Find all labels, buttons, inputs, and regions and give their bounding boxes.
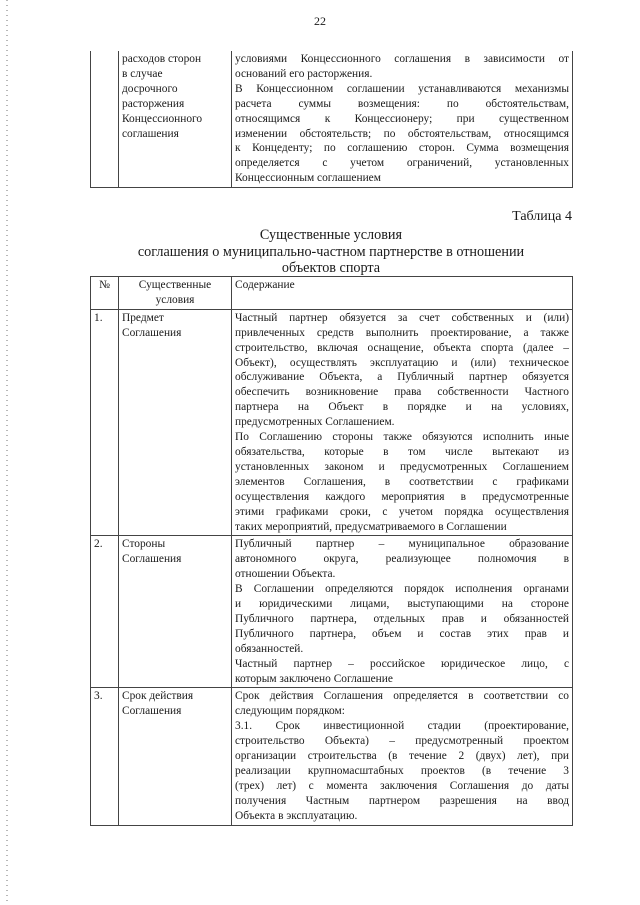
text-line: 3.1. Срок инвестиционной стадии (проектирование, [235,720,569,733]
text-line: расходов сторон [122,53,202,65]
text-line: По Соглашению стороны также обязуются исполнить иные [235,431,569,444]
text-line: Срок действия [122,690,194,703]
text-line: Публичный партнер – муниципальное образование [235,538,569,551]
continuation-table [90,51,573,188]
text-line: осуществления каждого мероприятия в предусмотренные [235,490,569,503]
header-conditions [119,277,232,310]
text-line: В Концессионном соглашении устанавливаются механизмы [235,82,569,95]
text-line: Объекта в эксплуатацию. [235,809,358,822]
title-line: соглашения о муниципально-частном партнерстве в отношении [137,243,525,260]
text-line: Стороны [122,538,166,551]
content-cell [232,536,573,688]
text-line: следующим порядком: [235,705,345,718]
text-line: определяется с учетом ограничений, установленных [235,157,569,170]
text-line: элементов Соглашения, в соответствии с графиками [235,475,569,488]
content-cell [232,688,573,825]
text-line: Публичного партнера, отдельных прав и обязанностей [235,612,569,625]
text-line: привлеченных средств выполнить проектирование, а также [235,326,569,339]
row-number: 3. [91,688,119,825]
text-line: Частный партнер обязуется за счет собственных и (или) [235,311,569,324]
header-line: условия [155,293,195,306]
page-number: 22 [314,14,326,28]
text-line: оснований его расторжения. [235,67,373,80]
row-number: 2. [91,536,119,688]
text-line: получения Частным партнером разрешения на ввод [235,794,569,807]
header-content: Содержание [232,277,573,310]
text-line: (трех) лет) с момента заключения Соглашения до даты [235,779,569,792]
text-line: Соглашения [122,705,182,718]
table-row [91,309,573,536]
condition-cell [119,309,232,536]
text-line: реализации крупномасштабных проектов (в течение 3 [235,765,569,777]
text-line: В Соглашении определяются порядок исполнения органами [235,583,569,596]
title-line: объектов спорта [281,260,381,276]
text-line: таких мероприятий, предусматриваемого в Соглашении [235,520,507,533]
text-line: в случае [122,67,163,80]
title-line: Существенные условия [259,227,403,243]
text-line: расчета суммы возмещения: по обстоятельствам, [235,97,569,110]
table-row [91,536,573,688]
text-line: относящимся к Концессионеру; при существенном [235,112,569,125]
text-line: отношении Объекта. [235,568,336,581]
text-line: Срок действия Соглашения определяется в соответствии со [235,690,569,703]
text-line: этими графиками сроки, с учетом порядка осуществления [235,505,569,518]
text-line: установленных законом и предусмотренных Соглашением [235,460,569,473]
text-line: и юридическими лицами, выступающими на стороне [235,598,569,611]
text-line: партнера на Объект в порядке и на условиях, [235,401,569,414]
text-line: расторжения [122,97,185,110]
text-line: Соглашения [122,553,182,566]
header-num: № [91,277,119,310]
text-line: обязанностей. [235,642,304,655]
table-row [91,51,573,188]
text-line: к Концеденту; по соглашению сторон. Сумма возмещения [235,142,569,155]
text-line: автономного округа, реализующее полномочия в [235,553,569,566]
table-row [91,688,573,825]
condition-cell [119,51,232,188]
text-line: обслуживание Объекта, а Публичный партнер обязуется [235,371,569,384]
text-line: Предмет [122,311,164,324]
condition-cell [119,536,232,688]
table-title [90,227,572,277]
text-line: организации строительства (в течение 2 (двух) лет), при [235,750,569,763]
text-line: Частный партнер – российское юридическое лицо, с [235,657,569,670]
content-cell [232,309,573,536]
num-cell [91,51,119,188]
text-line: которым заключено Соглашение [235,672,393,685]
row-number: 1. [91,309,119,536]
content-cell [232,51,573,188]
header-row [91,277,573,310]
text-line: досрочного [122,82,178,95]
text-line: предусмотренных Соглашением. [235,416,395,429]
condition-cell [119,688,232,825]
header-line: Существенные [138,279,212,291]
text-line: Публичного партнера, объем и состав этих прав и [235,627,569,640]
text-line: Соглашения [122,326,182,339]
text-line: обязательства, которые в том числе вытекают из [235,445,569,458]
text-line: строительство, включая оснащение, объекта спорта (далее – [235,341,569,354]
text-line: изменении обстоятельств; по обстоятельствам, относящимся [235,127,569,140]
conditions-table [90,276,573,826]
text-line: обеспечить возникновение права собственности Частного [235,386,569,399]
text-line: строительство Объекта) – предусмотренный проектом [235,735,569,748]
scan-edge-dots [6,0,8,905]
text-line: Концессионного [122,112,203,125]
table-caption: Таблица 4 [512,209,572,224]
text-line: Объект), осуществлять эксплуатацию и (или) техническое [235,356,569,369]
text-line: Концессионным соглашением [235,172,381,185]
text-line: соглашения [122,127,179,140]
text-line: условиями Концессионного соглашения в зависимости от [235,53,569,65]
